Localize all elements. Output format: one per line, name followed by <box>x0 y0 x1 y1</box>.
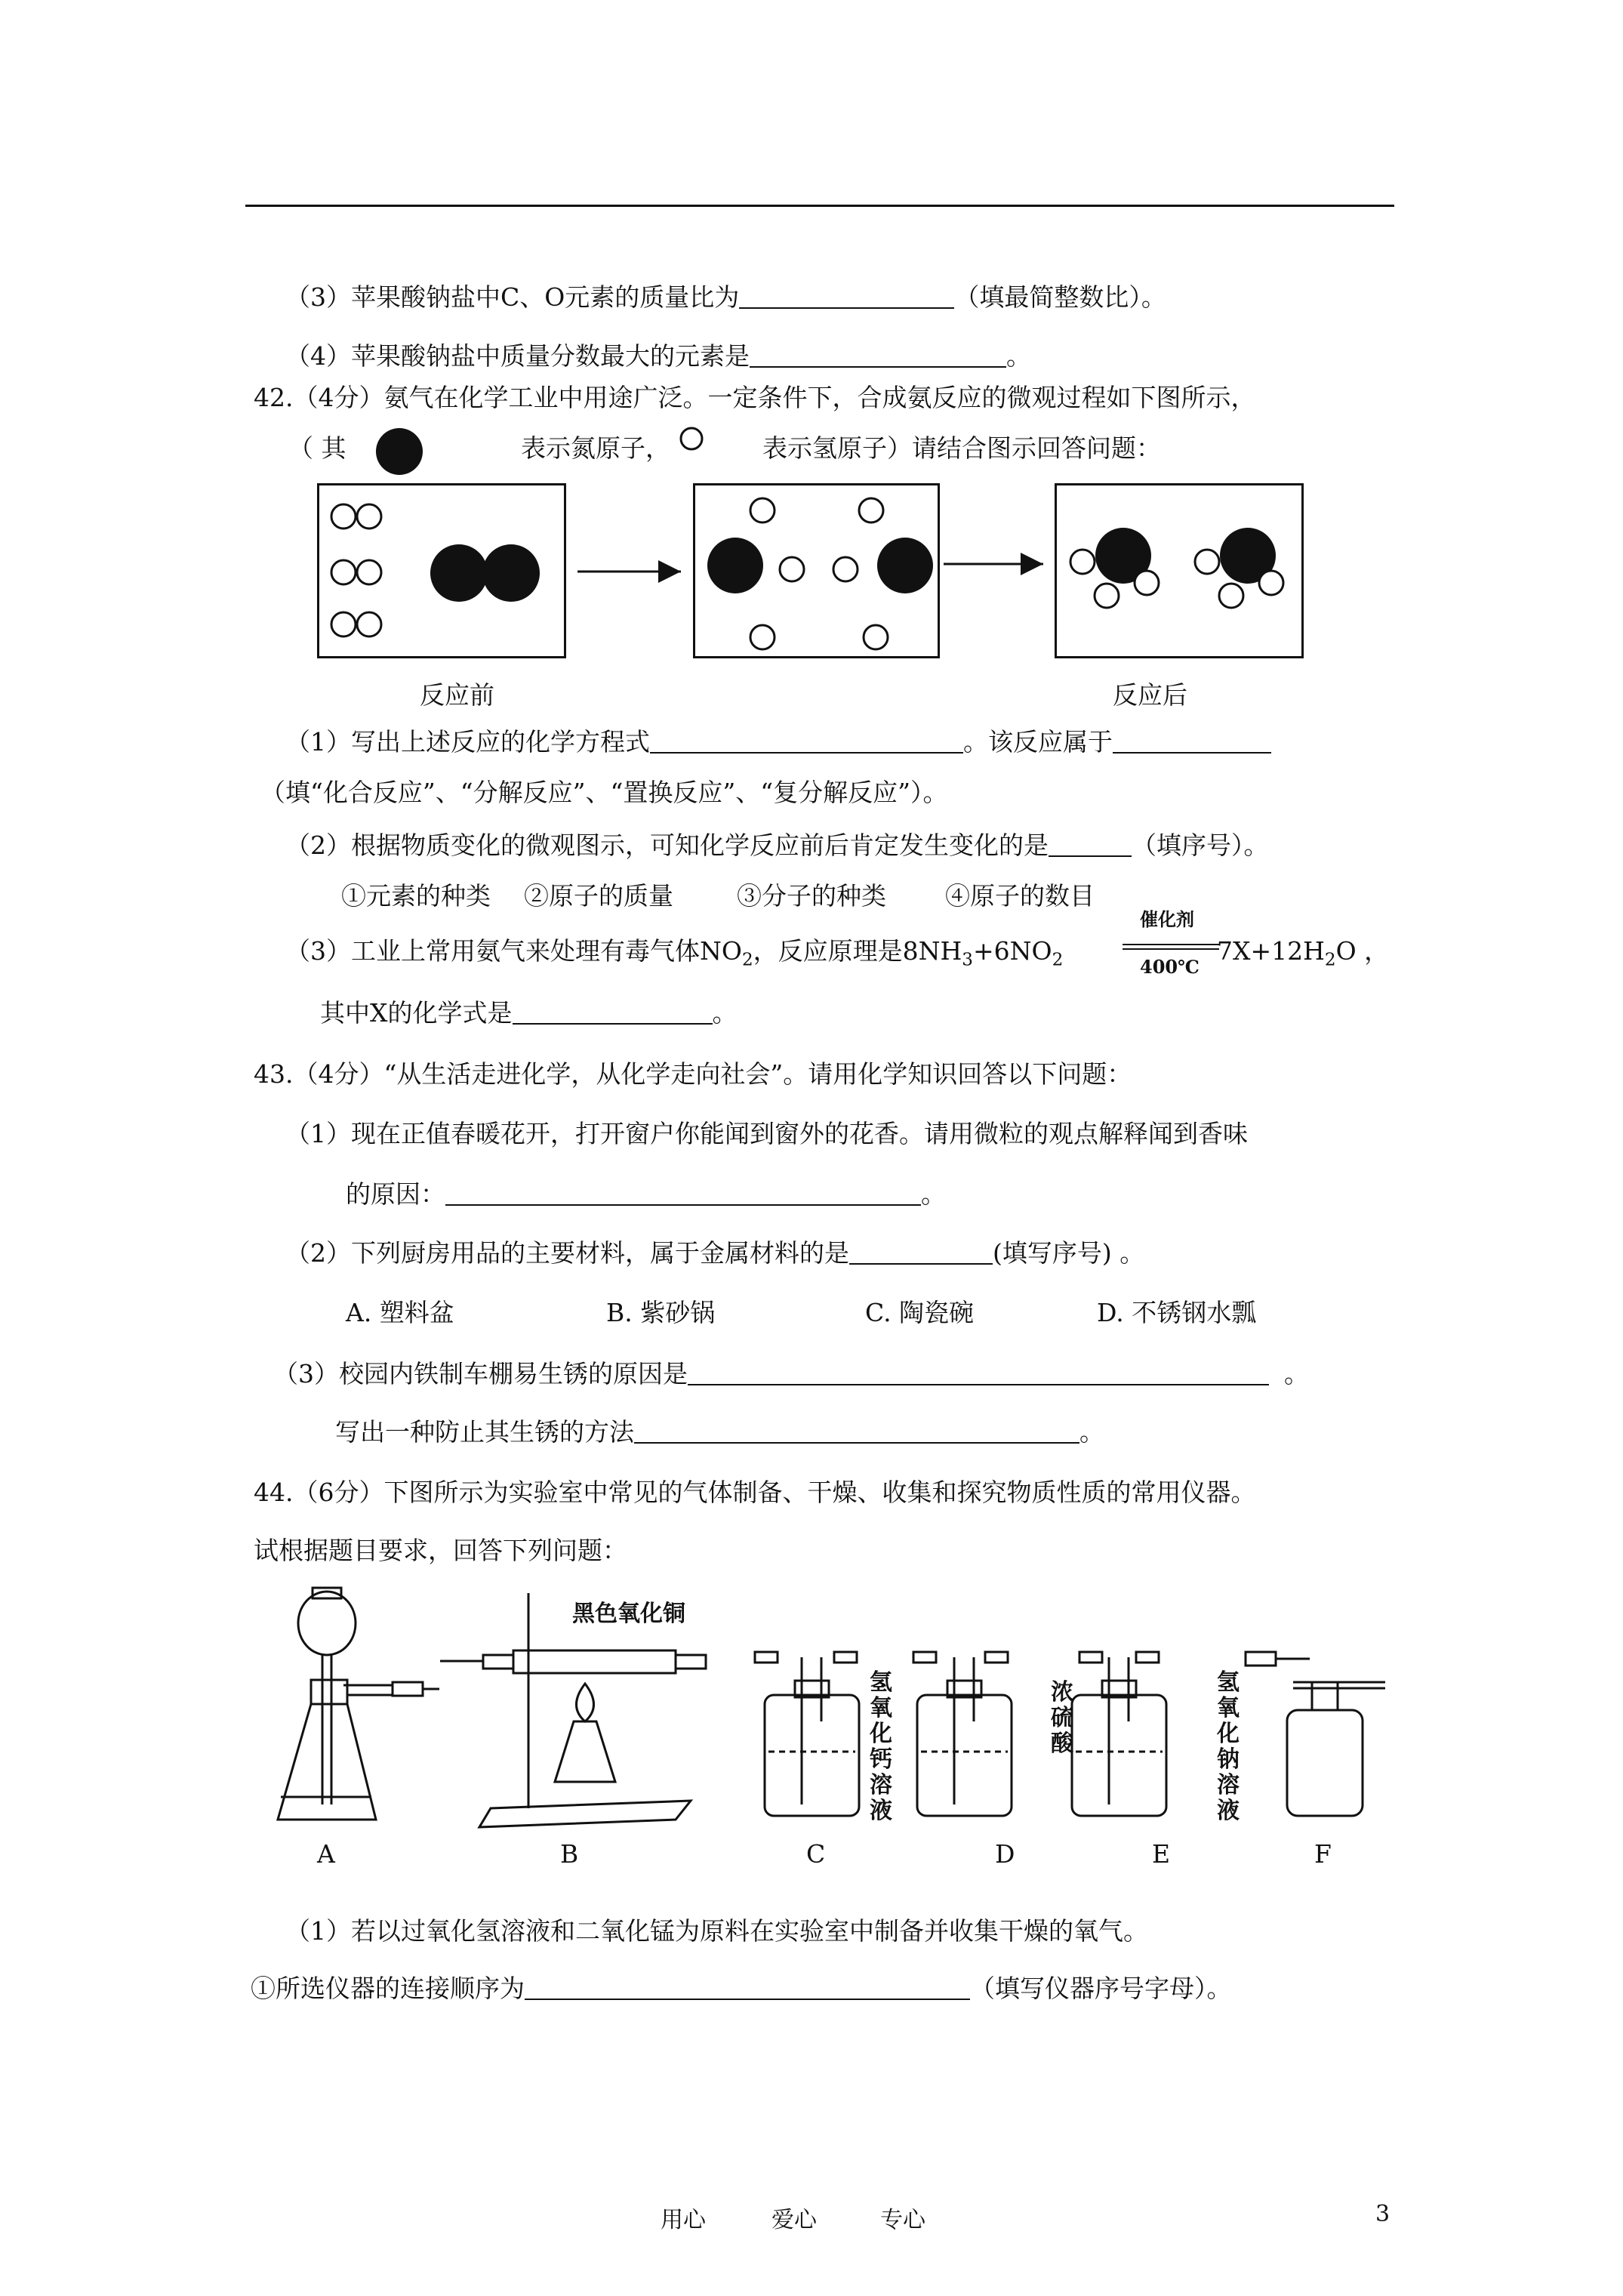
q44-stem-1: 44.（6分）下图所示为实验室中常见的气体制备、干燥、收集和探究物质性质的常用仪器。 <box>254 1478 1256 1507</box>
q43-s1: （1）现在正值春暖花开，打开窗户你能闻到窗外的花香。请用微粒的观点解释闻到香味 <box>285 1119 1248 1148</box>
letter-f: F <box>1314 1839 1332 1869</box>
label-sodium-hydroxide: 氢氧化钠溶液 <box>1217 1669 1240 1824</box>
q42-s2: （2）根据物质变化的微观图示，可知化学反应前后肯定发生变化的是 （填序号）。 <box>285 831 1269 860</box>
apparatus-a <box>278 1588 439 1820</box>
label-sulfuric-acid: 浓硫酸 <box>1051 1679 1073 1757</box>
caption-before: 反应前 <box>420 680 494 710</box>
label-black-cuo: 黑色氧化铜 <box>572 1601 685 1627</box>
q44-order-blank[interactable] <box>525 1976 970 2000</box>
footer-motto-1: 用心 <box>661 2207 706 2233</box>
q41-item4: （4）苹果酸钠盐中质量分数最大的元素是 。 <box>285 341 1031 371</box>
page-number: 3 <box>1375 2201 1390 2227</box>
q42-s3-right: $7X+12H_2O$ ， <box>1217 936 1390 970</box>
q43-option-a: A. 塑料盆 <box>346 1298 454 1327</box>
letter-d: D <box>995 1839 1015 1869</box>
temperature-label: 400℃ <box>1140 956 1200 978</box>
catalyst-label: 催化剂 <box>1140 908 1194 930</box>
q42-s3-2: 其中X的化学式是 。 <box>320 998 738 1028</box>
footer-motto-2: 爱心 <box>771 2207 817 2233</box>
q43-stem: 43.（4分）“从生活走进化学，从化学走向社会”。请用化学知识回答以下问题： <box>254 1059 1132 1089</box>
letter-c: C <box>806 1839 826 1869</box>
q44-s1: （1）若以过氧化氢溶液和二氧化锰为原料在实验室中制备并收集干燥的氧气。 <box>285 1916 1148 1946</box>
q44-stem-2: 试根据题目要求，回答下列问题： <box>254 1536 627 1565</box>
q42-stem: 42.（4分）氨气在化学工业中用途广泛。一定条件下，合成氨反应的微观过程如下图所示， <box>254 383 1256 412</box>
q43-option-b: B. 紫砂锅 <box>606 1298 716 1327</box>
letter-e: E <box>1152 1839 1171 1869</box>
apparatus-c <box>755 1652 859 1816</box>
q43-s3: （3）校园内铁制车棚易生锈的原因是 。 <box>273 1359 1309 1388</box>
q42-s1-2: （填“化合反应”、“分解反应”、“置换反应”、“复分解反应”）。 <box>260 778 948 807</box>
q43-option-c: C. 陶瓷碗 <box>865 1298 975 1327</box>
q42-option-1: ①元素的种类 <box>341 881 491 911</box>
q42-legend-n: 表示氮原子， <box>521 433 670 463</box>
letter-a: A <box>317 1839 335 1869</box>
footer-motto-3: 专心 <box>880 2207 925 2233</box>
apparatus-b <box>440 1593 706 1827</box>
apparatus-d <box>913 1652 1012 1816</box>
q43-s2: （2）下列厨房用品的主要材料，属于金属材料的是 (填写序号) 。 <box>285 1238 1145 1268</box>
caption-after: 反应后 <box>1113 680 1187 710</box>
q42-option-3: ③分子的种类 <box>737 881 886 911</box>
q42-legend-h: 表示氢原子）请结合图示回答问题： <box>762 433 1161 463</box>
q43-option-d: D. 不锈钢水瓢 <box>1097 1298 1257 1327</box>
q44-s1-2: ①所选仪器的连接顺序为 （填写仪器序号字母）。 <box>251 1974 1232 2003</box>
q42-option-2: ②原子的质量 <box>524 881 673 911</box>
q43-s3-2: 写出一种防止其生锈的方法 。 <box>335 1417 1104 1447</box>
q42-s3-left: （3）工业上常用氨气来处理有毒气体$NO_2$，反应原理是$8NH_3+6NO_2$ <box>285 936 1064 970</box>
q42-s1: （1）写出上述反应的化学方程式 。该反应属于 <box>285 727 1271 757</box>
letter-b: B <box>560 1839 579 1869</box>
q42-legend-open: （ 其 <box>288 433 346 463</box>
q43-s1-2: 的原因： 。 <box>346 1179 946 1209</box>
apparatus-e <box>1072 1652 1166 1816</box>
label-calcium-hydroxide: 氢氧化钙溶液 <box>870 1669 892 1824</box>
q41-item3: （3）苹果酸钠盐中C、O元素的质量比为 （填最简整数比）。 <box>285 282 1166 312</box>
apparatus-f <box>1246 1652 1385 1816</box>
q42-option-4: ④原子的数目 <box>945 881 1095 911</box>
